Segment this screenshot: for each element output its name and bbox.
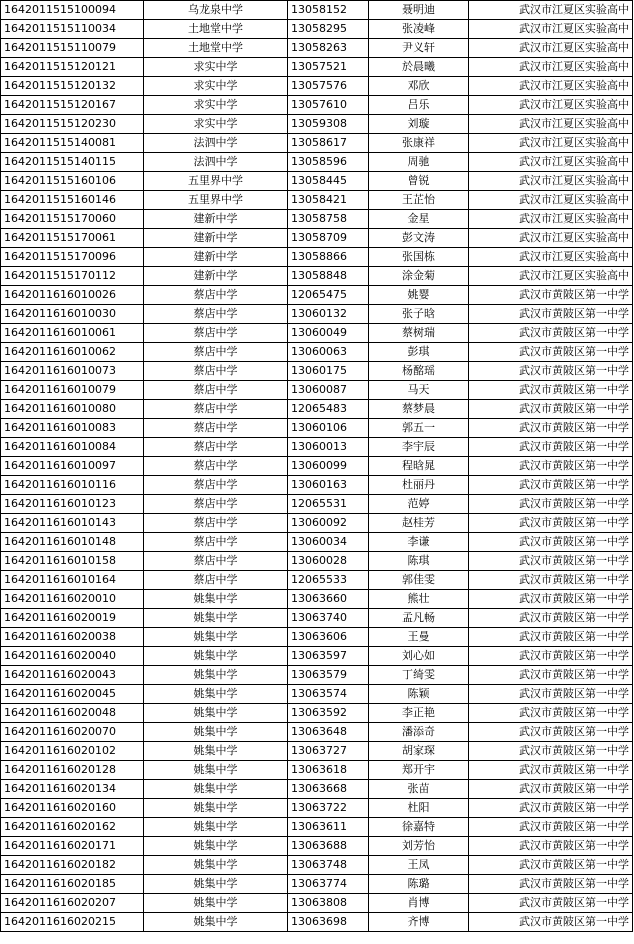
admitted-school-cell: 武汉市黄陂区第一中学 [469,324,633,343]
student-name-cell: 张康祥 [369,134,469,153]
admitted-school-cell: 武汉市江夏区实验高中 [469,229,633,248]
table-row [1,685,633,704]
student-id-cell: 1642011616020171 [1,837,144,856]
school-cell: 蔡店中学 [144,495,288,514]
table-row [1,590,633,609]
school-cell: 求实中学 [144,58,288,77]
student-id-cell: 1642011515170060 [1,210,144,229]
student-name-cell: 范婷 [369,495,469,514]
admitted-school-cell: 武汉市江夏区实验高中 [469,77,633,96]
admitted-school-cell: 武汉市黄陂区第一中学 [469,381,633,400]
table-row [1,419,633,438]
student-id-cell: 1642011616020207 [1,894,144,913]
school-cell: 法泗中学 [144,134,288,153]
school-cell: 蔡店中学 [144,571,288,590]
student-name-cell: 刘芳怡 [369,837,469,856]
student-id-cell: 1642011616020040 [1,647,144,666]
school-cell: 土地堂中学 [144,39,288,58]
school-cell: 蔡店中学 [144,438,288,457]
student-name-cell: 陈颖 [369,685,469,704]
student-id-cell: 1642011616020128 [1,761,144,780]
student-name-cell: 李谦 [369,533,469,552]
student-name-cell: 熊壮 [369,590,469,609]
student-id-cell: 1642011616020048 [1,704,144,723]
student-name-cell: 陈琪 [369,552,469,571]
student-name-cell: 杜阳 [369,799,469,818]
student-name-cell: 蔡梦晨 [369,400,469,419]
admitted-school-cell: 武汉市江夏区实验高中 [469,172,633,191]
student-id-cell: 1642011515120121 [1,58,144,77]
student-name-cell: 李宇辰 [369,438,469,457]
student-name-cell: 金星 [369,210,469,229]
table-row [1,818,633,837]
school-cell: 姚集中学 [144,666,288,685]
student-name-cell: 王曼 [369,628,469,647]
student-id-cell: 1642011515120167 [1,96,144,115]
school-cell: 姚集中学 [144,875,288,894]
exam-number-cell: 13060092 [288,514,369,533]
student-id-cell: 1642011515110079 [1,39,144,58]
student-id-cell: 1642011616020045 [1,685,144,704]
exam-number-cell: 13060132 [288,305,369,324]
table-row [1,875,633,894]
table-row [1,324,633,343]
exam-number-cell: 13063597 [288,647,369,666]
admitted-school-cell: 武汉市黄陂区第一中学 [469,286,633,305]
school-cell: 建新中学 [144,229,288,248]
student-name-cell: 姚婴 [369,286,469,305]
student-id-cell: 1642011616010026 [1,286,144,305]
admitted-school-cell: 武汉市江夏区实验高中 [469,267,633,286]
exam-number-cell: 13060013 [288,438,369,457]
school-cell: 姚集中学 [144,647,288,666]
exam-number-cell: 13063774 [288,875,369,894]
student-id-cell: 1642011616020162 [1,818,144,837]
school-cell: 姚集中学 [144,723,288,742]
admitted-school-cell: 武汉市黄陂区第一中学 [469,894,633,913]
admitted-school-cell: 武汉市江夏区实验高中 [469,39,633,58]
student-id-cell: 1642011515170096 [1,248,144,267]
exam-number-cell: 13060049 [288,324,369,343]
admitted-school-cell: 武汉市黄陂区第一中学 [469,438,633,457]
table-row [1,267,633,286]
table-row [1,514,633,533]
admitted-school-cell: 武汉市黄陂区第一中学 [469,780,633,799]
table-row [1,837,633,856]
exam-number-cell: 13063722 [288,799,369,818]
exam-number-cell: 13063574 [288,685,369,704]
admitted-school-cell: 武汉市江夏区实验高中 [469,1,633,20]
table-row [1,191,633,210]
school-cell: 土地堂中学 [144,20,288,39]
admitted-school-cell: 武汉市黄陂区第一中学 [469,476,633,495]
exam-number-cell: 13063727 [288,742,369,761]
exam-number-cell: 13063611 [288,818,369,837]
admitted-school-cell: 武汉市江夏区实验高中 [469,115,633,134]
student-id-cell: 1642011515160146 [1,191,144,210]
school-cell: 求实中学 [144,77,288,96]
table-row [1,438,633,457]
student-id-cell: 1642011616010061 [1,324,144,343]
school-cell: 建新中学 [144,267,288,286]
student-name-cell: 周驰 [369,153,469,172]
table-row [1,381,633,400]
school-cell: 姚集中学 [144,799,288,818]
student-name-cell: 潘添奇 [369,723,469,742]
admitted-school-cell: 武汉市江夏区实验高中 [469,96,633,115]
student-id-cell: 1642011616020043 [1,666,144,685]
exam-number-cell: 13058421 [288,191,369,210]
school-cell: 五里界中学 [144,172,288,191]
student-name-cell: 郭五一 [369,419,469,438]
table-row [1,96,633,115]
exam-number-cell: 13058152 [288,1,369,20]
exam-number-cell: 13063660 [288,590,369,609]
admitted-school-cell: 武汉市黄陂区第一中学 [469,514,633,533]
school-cell: 蔡店中学 [144,305,288,324]
student-name-cell: 肖博 [369,894,469,913]
exam-number-cell: 13058263 [288,39,369,58]
student-id-cell: 1642011616010148 [1,533,144,552]
school-cell: 姚集中学 [144,780,288,799]
table-row [1,457,633,476]
admitted-school-cell: 武汉市黄陂区第一中学 [469,742,633,761]
table-row [1,343,633,362]
exam-number-cell: 12065533 [288,571,369,590]
table-row [1,799,633,818]
student-id-cell: 1642011616020134 [1,780,144,799]
school-cell: 蔡店中学 [144,514,288,533]
student-id-cell: 1642011616010080 [1,400,144,419]
student-name-cell: 丁绮雯 [369,666,469,685]
student-name-cell: 郑开宇 [369,761,469,780]
student-id-cell: 1642011515170061 [1,229,144,248]
student-name-cell: 孟凡畅 [369,609,469,628]
exam-number-cell: 13057610 [288,96,369,115]
student-id-cell: 1642011616020215 [1,913,144,932]
exam-number-cell: 13058866 [288,248,369,267]
school-cell: 姚集中学 [144,913,288,932]
student-id-cell: 1642011616010062 [1,343,144,362]
school-cell: 蔡店中学 [144,286,288,305]
exam-number-cell: 13060028 [288,552,369,571]
student-id-cell: 1642011616020185 [1,875,144,894]
table-row [1,856,633,875]
admitted-school-cell: 武汉市黄陂区第一中学 [469,495,633,514]
school-cell: 姚集中学 [144,894,288,913]
exam-number-cell: 13059308 [288,115,369,134]
table-row [1,362,633,381]
student-name-cell: 张苗 [369,780,469,799]
student-id-cell: 1642011616020102 [1,742,144,761]
exam-number-cell: 13058445 [288,172,369,191]
student-name-cell: 曾锐 [369,172,469,191]
student-name-cell: 张子晗 [369,305,469,324]
table-row [1,305,633,324]
student-name-cell: 马天 [369,381,469,400]
student-id-cell: 1642011616010084 [1,438,144,457]
admitted-school-cell: 武汉市黄陂区第一中学 [469,609,633,628]
student-id-cell: 1642011515170112 [1,267,144,286]
student-name-cell: 王芷怡 [369,191,469,210]
table-row [1,115,633,134]
student-name-cell: 彭文涛 [369,229,469,248]
table-row [1,666,633,685]
school-cell: 蔡店中学 [144,419,288,438]
table-row [1,571,633,590]
student-name-cell: 王凤 [369,856,469,875]
student-id-cell: 1642011616010083 [1,419,144,438]
exam-number-cell: 13063648 [288,723,369,742]
table-row [1,647,633,666]
table-row [1,58,633,77]
student-name-cell: 齐博 [369,913,469,932]
student-name-cell: 邓欣 [369,77,469,96]
student-name-cell: 程晗晁 [369,457,469,476]
admission-table-body [1,1,633,932]
student-name-cell: 胡家琛 [369,742,469,761]
admitted-school-cell: 武汉市黄陂区第一中学 [469,875,633,894]
student-id-cell: 1642011515110034 [1,20,144,39]
student-id-cell: 1642011616010158 [1,552,144,571]
exam-number-cell: 13058848 [288,267,369,286]
school-cell: 蔡店中学 [144,533,288,552]
student-id-cell: 1642011515120132 [1,77,144,96]
table-row [1,134,633,153]
table-row [1,780,633,799]
exam-number-cell: 13058295 [288,20,369,39]
student-id-cell: 1642011616010123 [1,495,144,514]
school-cell: 姚集中学 [144,856,288,875]
admitted-school-cell: 武汉市黄陂区第一中学 [469,913,633,932]
school-cell: 蔡店中学 [144,324,288,343]
admitted-school-cell: 武汉市黄陂区第一中学 [469,305,633,324]
admitted-school-cell: 武汉市江夏区实验高中 [469,134,633,153]
student-id-cell: 1642011616010073 [1,362,144,381]
exam-number-cell: 13058758 [288,210,369,229]
admitted-school-cell: 武汉市江夏区实验高中 [469,191,633,210]
school-cell: 姚集中学 [144,628,288,647]
table-row [1,39,633,58]
exam-number-cell: 13057521 [288,58,369,77]
table-row [1,476,633,495]
student-name-cell: 赵桂芳 [369,514,469,533]
student-id-cell: 1642011616010143 [1,514,144,533]
admitted-school-cell: 武汉市黄陂区第一中学 [469,628,633,647]
exam-number-cell: 13060106 [288,419,369,438]
student-id-cell: 1642011616020038 [1,628,144,647]
student-name-cell: 於晨曦 [369,58,469,77]
student-id-cell: 1642011616010097 [1,457,144,476]
school-cell: 求实中学 [144,96,288,115]
exam-number-cell: 13060163 [288,476,369,495]
admitted-school-cell: 武汉市黄陂区第一中学 [469,400,633,419]
school-cell: 乌龙泉中学 [144,1,288,20]
admitted-school-cell: 武汉市黄陂区第一中学 [469,666,633,685]
school-cell: 姚集中学 [144,590,288,609]
exam-number-cell: 13063688 [288,837,369,856]
admitted-school-cell: 武汉市黄陂区第一中学 [469,799,633,818]
student-name-cell: 刘心如 [369,647,469,666]
school-cell: 姚集中学 [144,704,288,723]
student-id-cell: 1642011515140115 [1,153,144,172]
admitted-school-cell: 武汉市黄陂区第一中学 [469,704,633,723]
school-cell: 建新中学 [144,210,288,229]
student-name-cell: 杜丽丹 [369,476,469,495]
student-name-cell: 陈璐 [369,875,469,894]
table-row [1,628,633,647]
school-cell: 蔡店中学 [144,457,288,476]
student-id-cell: 1642011616010164 [1,571,144,590]
school-cell: 建新中学 [144,248,288,267]
student-id-cell: 1642011616020010 [1,590,144,609]
table-row [1,609,633,628]
admitted-school-cell: 武汉市黄陂区第一中学 [469,647,633,666]
student-name-cell: 彭琪 [369,343,469,362]
student-name-cell: 涂金菊 [369,267,469,286]
exam-number-cell: 13063592 [288,704,369,723]
exam-number-cell: 13063606 [288,628,369,647]
table-row [1,248,633,267]
table-row [1,20,633,39]
school-cell: 蔡店中学 [144,476,288,495]
school-cell: 法泗中学 [144,153,288,172]
exam-number-cell: 13058709 [288,229,369,248]
student-name-cell: 张国栋 [369,248,469,267]
admitted-school-cell: 武汉市黄陂区第一中学 [469,818,633,837]
exam-number-cell: 12065475 [288,286,369,305]
admitted-school-cell: 武汉市黄陂区第一中学 [469,343,633,362]
school-cell: 五里界中学 [144,191,288,210]
exam-number-cell: 13063808 [288,894,369,913]
exam-number-cell: 13063698 [288,913,369,932]
student-name-cell: 张凌峰 [369,20,469,39]
student-name-cell: 杨酩瑶 [369,362,469,381]
student-name-cell: 李正艳 [369,704,469,723]
table-row [1,210,633,229]
table-row [1,894,633,913]
exam-number-cell: 13060087 [288,381,369,400]
student-name-cell: 郭佳雯 [369,571,469,590]
student-id-cell: 1642011616010116 [1,476,144,495]
admitted-school-cell: 武汉市黄陂区第一中学 [469,571,633,590]
admitted-school-cell: 武汉市黄陂区第一中学 [469,590,633,609]
admitted-school-cell: 武汉市黄陂区第一中学 [469,457,633,476]
admitted-school-cell: 武汉市江夏区实验高中 [469,153,633,172]
student-name-cell: 聂明迪 [369,1,469,20]
table-row [1,533,633,552]
exam-number-cell: 13063740 [288,609,369,628]
exam-number-cell: 13060175 [288,362,369,381]
student-name-cell: 尹义轩 [369,39,469,58]
school-cell: 蔡店中学 [144,400,288,419]
student-id-cell: 1642011616010030 [1,305,144,324]
student-id-cell: 1642011515120230 [1,115,144,134]
school-cell: 姚集中学 [144,761,288,780]
school-cell: 求实中学 [144,115,288,134]
exam-number-cell: 12065531 [288,495,369,514]
school-cell: 姚集中学 [144,837,288,856]
student-name-cell: 刘璇 [369,115,469,134]
table-row [1,77,633,96]
exam-number-cell: 13058617 [288,134,369,153]
admitted-school-cell: 武汉市江夏区实验高中 [469,210,633,229]
school-cell: 蔡店中学 [144,343,288,362]
exam-number-cell: 13063579 [288,666,369,685]
table-row [1,153,633,172]
student-id-cell: 1642011616020182 [1,856,144,875]
school-cell: 蔡店中学 [144,552,288,571]
student-name-cell: 徐嘉特 [369,818,469,837]
exam-number-cell: 13060063 [288,343,369,362]
exam-number-cell: 13063668 [288,780,369,799]
admitted-school-cell: 武汉市江夏区实验高中 [469,248,633,267]
student-id-cell: 1642011515100094 [1,1,144,20]
student-name-cell: 吕乐 [369,96,469,115]
admitted-school-cell: 武汉市黄陂区第一中学 [469,837,633,856]
exam-number-cell: 13060099 [288,457,369,476]
student-id-cell: 1642011616020019 [1,609,144,628]
student-id-cell: 1642011616020160 [1,799,144,818]
exam-number-cell: 12065483 [288,400,369,419]
school-cell: 姚集中学 [144,818,288,837]
table-row [1,229,633,248]
student-id-cell: 1642011616020070 [1,723,144,742]
table-row [1,761,633,780]
school-cell: 蔡店中学 [144,381,288,400]
student-id-cell: 1642011515160106 [1,172,144,191]
admitted-school-cell: 武汉市黄陂区第一中学 [469,723,633,742]
table-row [1,552,633,571]
table-row [1,1,633,20]
admitted-school-cell: 武汉市黄陂区第一中学 [469,419,633,438]
admitted-school-cell: 武汉市黄陂区第一中学 [469,533,633,552]
school-cell: 姚集中学 [144,685,288,704]
admitted-school-cell: 武汉市黄陂区第一中学 [469,685,633,704]
exam-number-cell: 13063748 [288,856,369,875]
admitted-school-cell: 武汉市江夏区实验高中 [469,20,633,39]
admitted-school-cell: 武汉市黄陂区第一中学 [469,552,633,571]
admitted-school-cell: 武汉市黄陂区第一中学 [469,856,633,875]
exam-number-cell: 13057576 [288,77,369,96]
student-id-cell: 1642011515140081 [1,134,144,153]
admitted-school-cell: 武汉市黄陂区第一中学 [469,761,633,780]
table-row [1,495,633,514]
student-id-cell: 1642011616010079 [1,381,144,400]
table-row [1,400,633,419]
admitted-school-cell: 武汉市江夏区实验高中 [469,58,633,77]
school-cell: 姚集中学 [144,609,288,628]
table-row [1,723,633,742]
admitted-school-cell: 武汉市黄陂区第一中学 [469,362,633,381]
exam-number-cell: 13060034 [288,533,369,552]
table-row [1,704,633,723]
table-row [1,172,633,191]
school-cell: 姚集中学 [144,742,288,761]
school-cell: 蔡店中学 [144,362,288,381]
student-name-cell: 蔡树瑞 [369,324,469,343]
exam-number-cell: 13063618 [288,761,369,780]
table-row [1,742,633,761]
table-row [1,913,633,932]
exam-number-cell: 13058596 [288,153,369,172]
table-row [1,286,633,305]
